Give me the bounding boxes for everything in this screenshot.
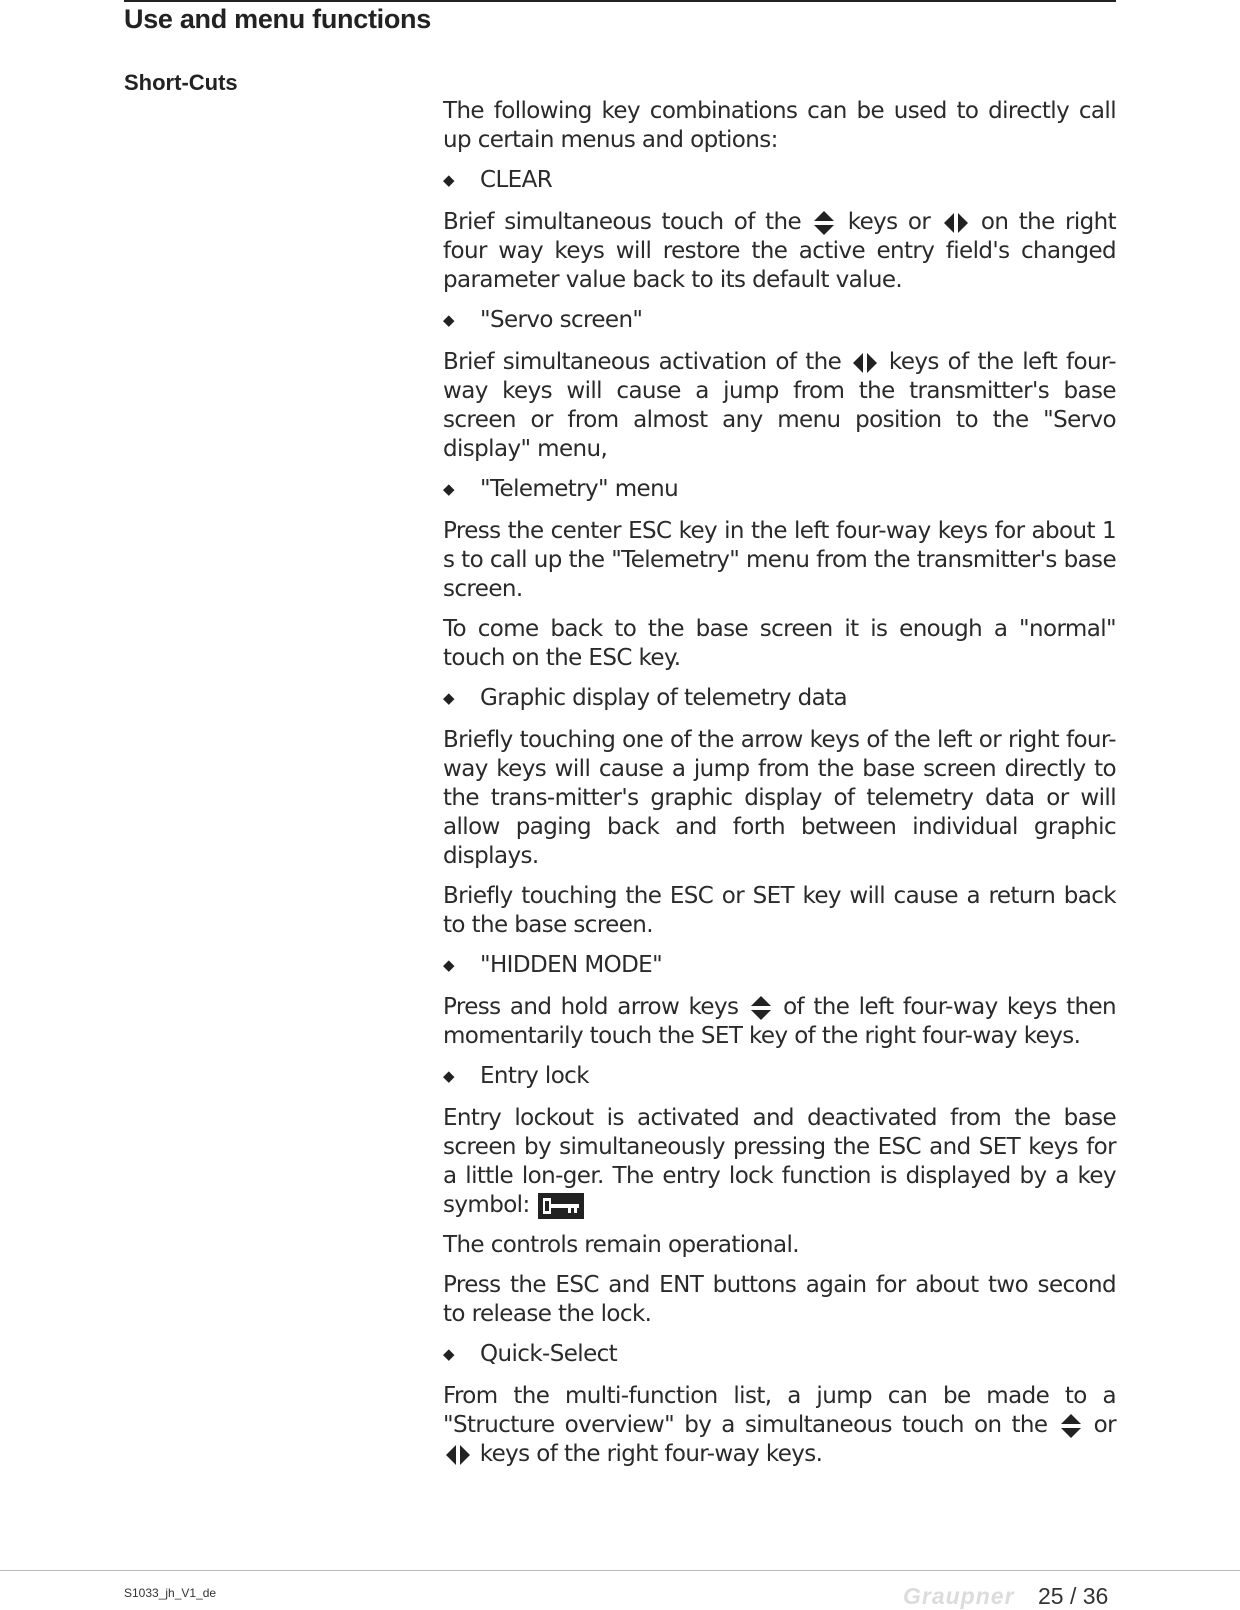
bullet-title: Quick-Select [480,1341,618,1367]
up-down-arrows-icon [1060,1413,1082,1439]
page-number: 25 / 36 [1038,1583,1109,1609]
intro-paragraph: The following key combinations can be used to directly call up certain menus and options: [443,98,1116,153]
bullet-title: CLEAR [480,167,553,193]
servo-paragraph [443,348,1116,464]
text-span: Brief simultaneous touch of the [443,209,802,235]
entry-lock-paragraph-2: The controls remain operational. [443,1232,800,1258]
entry-lock-paragraph-1 [443,1104,1116,1220]
bullet-telemetry-menu [443,475,1116,506]
text-span: keys of the right four-way keys. [479,1441,823,1467]
side-heading: Short-Cuts [124,70,238,95]
telemetry-paragraph-2: To come back to the base screen it is enough a "normal" touch on the ESC key. [443,616,1116,671]
left-right-arrows-icon [943,212,969,234]
diamond-icon: ◆ [443,956,454,974]
top-rule [124,0,1116,2]
diamond-icon: ◆ [443,480,454,498]
bullet-quick-select [443,1340,1116,1371]
document-code: S1033_jh_V1_de [124,1586,217,1600]
brand-logo: Graupner [903,1583,1015,1609]
quick-select-paragraph [443,1382,1116,1469]
diamond-icon: ◆ [443,689,454,707]
left-right-arrows-icon [445,1444,471,1466]
text-span: Brief simultaneous activation of the [443,349,842,375]
text-span: Press and hold arrow keys [443,994,739,1020]
footer-rule [0,1570,1240,1571]
diamond-icon: ◆ [443,171,454,189]
text-span: keys of the left four-way keys will cause a jump from the transmitter's base screen or from almost any menu position to the "Servo display" menu, [443,349,1117,462]
graphic-paragraph-2: Briefly touching the ESC or SET key will cause a return back to the base screen. [443,883,1116,938]
text-span: of the left four-way keys then momentarily touch the SET key of the right four-way keys. [443,994,1117,1049]
text-span: keys or [847,209,931,235]
diamond-icon: ◆ [443,311,454,329]
up-down-arrows-icon [750,995,772,1021]
section-title: Use and menu functions [124,4,431,34]
content-column [443,97,1116,1480]
diamond-icon: ◆ [443,1067,454,1085]
bullet-title: Entry lock [480,1063,589,1089]
bullet-title: "HIDDEN MODE" [480,952,663,978]
text-span: Entry lockout is activated and deactivated from the base screen by simultaneously pressing the ESC and SET keys for a little lon-ger. The entry lock function is displayed by a key symbol: [443,1105,1116,1218]
key-lock-icon [538,1193,584,1219]
diamond-icon: ◆ [443,1345,454,1363]
bullet-title: Graphic display of telemetry data [480,685,848,711]
hidden-mode-paragraph [443,993,1116,1051]
text-span: or [1093,1412,1116,1438]
telemetry-paragraph-1: Press the center ESC key in the left four-way keys for about 1 s to call up the "Telemetry" menu from the transmitter's base screen. [443,518,1116,602]
bullet-graphic-display [443,684,1116,715]
bullet-entry-lock [443,1062,1116,1093]
graphic-paragraph-1: Briefly touching one of the arrow keys of the left or right four-way keys will cause a jump from the base screen directly to the trans-mitter's graphic display of telemetry data or will allow paging back and forth between individual graphic displays. [443,727,1116,869]
text-span: on the right four way keys will restore the active entry field's changed parameter value back to its default value. [443,209,1117,293]
bullet-clear [443,166,1116,197]
bullet-servo-screen [443,306,1116,337]
bullet-hidden-mode [443,951,1116,982]
clear-paragraph [443,208,1116,295]
up-down-arrows-icon [813,210,835,236]
text-span: From the multi-function list, a jump can be made to a "Structure overview" by a simultaneous touch on the [443,1383,1116,1438]
entry-lock-paragraph-3: Press the ESC and ENT buttons again for about two second to release the lock. [443,1272,1116,1327]
bullet-title: "Telemetry" menu [480,476,679,502]
left-right-arrows-icon [852,352,878,374]
bullet-title: "Servo screen" [480,307,643,333]
